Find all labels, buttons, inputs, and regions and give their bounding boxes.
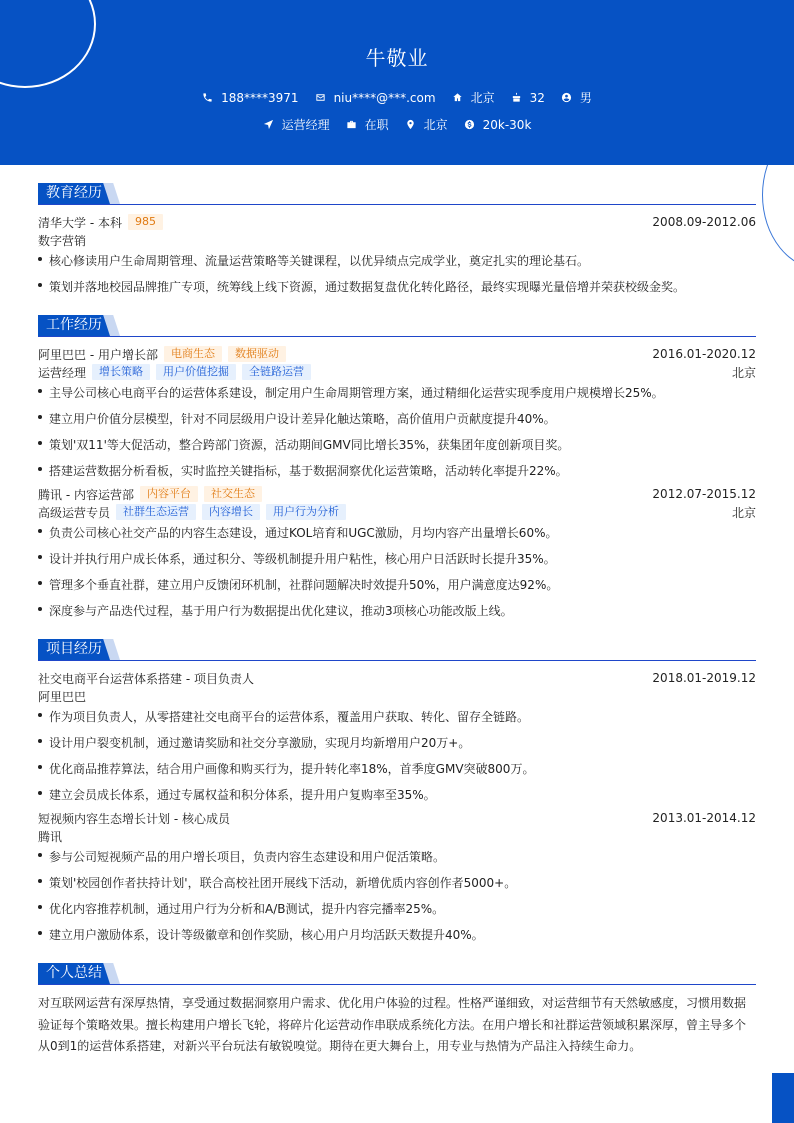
major-name: 数字营销	[38, 233, 87, 248]
list-item: 设计用户裂变机制，通过邀请奖励和社交分享激励，实现月均新增用户20万+。	[38, 734, 756, 751]
status-item	[346, 116, 389, 133]
job-company-row	[38, 485, 756, 503]
status-text: 在职	[364, 118, 389, 132]
project-name: 社交电商平台运营体系搭建 - 项目负责人	[38, 671, 254, 686]
age-text: 32	[529, 90, 545, 105]
city-text: 北京	[423, 118, 448, 132]
job-date: 2016.01-2020.12	[652, 347, 756, 361]
job-location: 北京	[731, 365, 756, 380]
list-item: 策划'双11'等大促活动，整合跨部门资源，活动期间GMV同比增长35%，获集团年度创新项目奖。	[38, 436, 756, 453]
age-item	[511, 91, 545, 105]
candidate-name: 牛敬业	[365, 46, 429, 70]
decorative-corner-block	[772, 1073, 794, 1123]
company-tag: 数据驱动	[228, 346, 286, 362]
education-row	[38, 213, 756, 231]
job-title: 运营经理	[38, 365, 87, 380]
section-title: 工作经历	[38, 315, 110, 336]
job-company-row	[38, 345, 756, 363]
list-item: 搭建运营数据分析看板，实时监控关键指标，基于数据洞察优化运营策略，活动转化率提升22%。	[38, 462, 756, 479]
job-title-row	[38, 363, 756, 381]
company-name: 阿里巴巴 - 用户增长部	[38, 347, 158, 362]
list-item: 建立会员成长体系，通过专属权益和积分体系，提升用户复购率至35%。	[38, 786, 756, 803]
home-icon	[452, 92, 463, 103]
phone-item	[202, 91, 298, 105]
skill-tag: 内容增长	[202, 504, 260, 520]
list-item: 优化内容推荐机制，通过用户行为分析和A/B测试，提升内容完播率25%。	[38, 900, 756, 917]
resume-header	[0, 0, 794, 165]
cake-icon	[511, 92, 522, 103]
position-item	[263, 116, 330, 133]
company-tag: 社交生态	[204, 486, 262, 502]
project-row	[38, 809, 756, 827]
project-org: 阿里巴巴	[38, 689, 87, 704]
paper-plane-icon	[263, 119, 274, 130]
company-tag: 内容平台	[140, 486, 198, 502]
job-intention-row	[0, 116, 794, 133]
list-item: 参与公司短视频产品的用户增长项目，负责内容生态建设和用户促活策略。	[38, 848, 756, 865]
project-org: 腾讯	[38, 829, 63, 844]
job-date: 2012.07-2015.12	[652, 487, 756, 501]
section-title: 教育经历	[38, 183, 110, 204]
job-location: 北京	[731, 505, 756, 520]
list-item: 策划'校园创作者扶持计划'，联合高校社团开展线下活动，新增优质内容创作者5000+。	[38, 874, 756, 891]
list-item: 作为项目负责人，从零搭建社交电商平台的运营体系，覆盖用户获取、转化、留存全链路。	[38, 708, 756, 725]
section-title: 个人总结	[38, 963, 110, 984]
list-item: 深度参与产品迭代过程，基于用户行为数据提出优化建议，推动3项核心功能改版上线。	[38, 602, 756, 619]
projects-section-header	[38, 639, 756, 661]
phone-text: 188****3971	[221, 90, 299, 105]
company-tag: 电商生态	[164, 346, 222, 362]
work-section-header	[38, 315, 756, 337]
email-item	[315, 91, 436, 105]
skill-tag: 用户价值挖掘	[156, 364, 236, 380]
education-date: 2008.09-2012.06	[652, 215, 756, 229]
summary-text: 对互联网运营有深厚热情，享受通过数据洞察用户需求、优化用户体验的过程。性格严谨细致，对运营细节有天然敏感度，习惯用数据验证每个策略效果。擅长构建用户增长飞轮，将碎片化运营动作串联成系统化方法。在用户增长和社群运营领域积累深厚，曾主导多个从0到1的运营体系搭建，对新兴平台玩法有敏锐嗅觉。期待在更大舞台上，用专业与热情为产品注入持续生命力。	[38, 996, 747, 1053]
gender-text: 男	[579, 91, 592, 105]
section-title: 项目经历	[38, 639, 110, 660]
email-icon	[315, 92, 326, 103]
project-date: 2018.01-2019.12	[652, 671, 756, 685]
user-circle-icon	[561, 92, 572, 103]
project-org-row	[38, 687, 756, 705]
summary-section-header	[38, 963, 756, 985]
major-row	[38, 231, 756, 249]
list-item: 设计并执行用户成长体系，通过积分、等级机制提升用户粘性，核心用户日活跃时长提升35%。	[38, 550, 756, 567]
project-row	[38, 669, 756, 687]
home-city-item	[452, 89, 495, 106]
skill-tag: 社群生态运营	[116, 504, 196, 520]
money-icon	[464, 119, 475, 130]
job-title-row	[38, 503, 756, 521]
location-pin-icon	[405, 119, 416, 130]
school-tag: 985	[128, 214, 163, 230]
salary-text: 20k-30k	[482, 117, 532, 132]
contact-row	[0, 89, 794, 106]
list-item: 管理多个垂直社群，建立用户反馈闭环机制，社群问题解决时效提升50%，用户满意度达92%。	[38, 576, 756, 593]
project-name: 短视频内容生态增长计划 - 核心成员	[38, 811, 230, 826]
list-item: 建立用户价值分层模型，针对不同层级用户设计差异化触达策略，高价值用户贡献度提升40%。	[38, 410, 756, 427]
briefcase-icon	[346, 119, 357, 130]
gender-item	[561, 89, 592, 106]
education-section-header	[38, 183, 756, 205]
list-item: 核心修读用户生命周期管理、流量运营策略等关键课程，以优异绩点完成学业，奠定扎实的理论基石。	[38, 252, 756, 269]
city-item	[405, 116, 448, 133]
list-item: 主导公司核心电商平台的运营体系建设，制定用户生命周期管理方案，通过精细化运营实现季度用户规模增长25%。	[38, 384, 756, 401]
project-date: 2013.01-2014.12	[652, 811, 756, 825]
position-text: 运营经理	[281, 118, 330, 132]
project-org-row	[38, 827, 756, 845]
school-name: 清华大学 - 本科	[38, 215, 122, 230]
job-title: 高级运营专员	[38, 505, 111, 520]
skill-tag: 全链路运营	[242, 364, 311, 380]
skill-tag: 用户行为分析	[266, 504, 346, 520]
phone-icon	[202, 92, 213, 103]
list-item: 建立用户激励体系，设计等级徽章和创作奖励，核心用户月均活跃天数提升40%。	[38, 926, 756, 943]
list-item: 负责公司核心社交产品的内容生态建设，通过KOL培育和UGC激励，月均内容产出量增长60%。	[38, 524, 756, 541]
salary-item	[464, 118, 532, 132]
email-text: niu****@***.com	[333, 90, 436, 105]
skill-tag: 增长策略	[92, 364, 150, 380]
list-item: 策划并落地校园品牌推广专项，统筹线上线下资源，通过数据复盘优化转化路径，最终实现曝光量倍增并荣获校级金奖。	[38, 278, 756, 295]
list-item: 优化商品推荐算法，结合用户画像和购买行为，提升转化率18%，首季度GMV突破800万。	[38, 760, 756, 777]
company-name: 腾讯 - 内容运营部	[38, 487, 134, 502]
home-city-text: 北京	[470, 91, 495, 105]
